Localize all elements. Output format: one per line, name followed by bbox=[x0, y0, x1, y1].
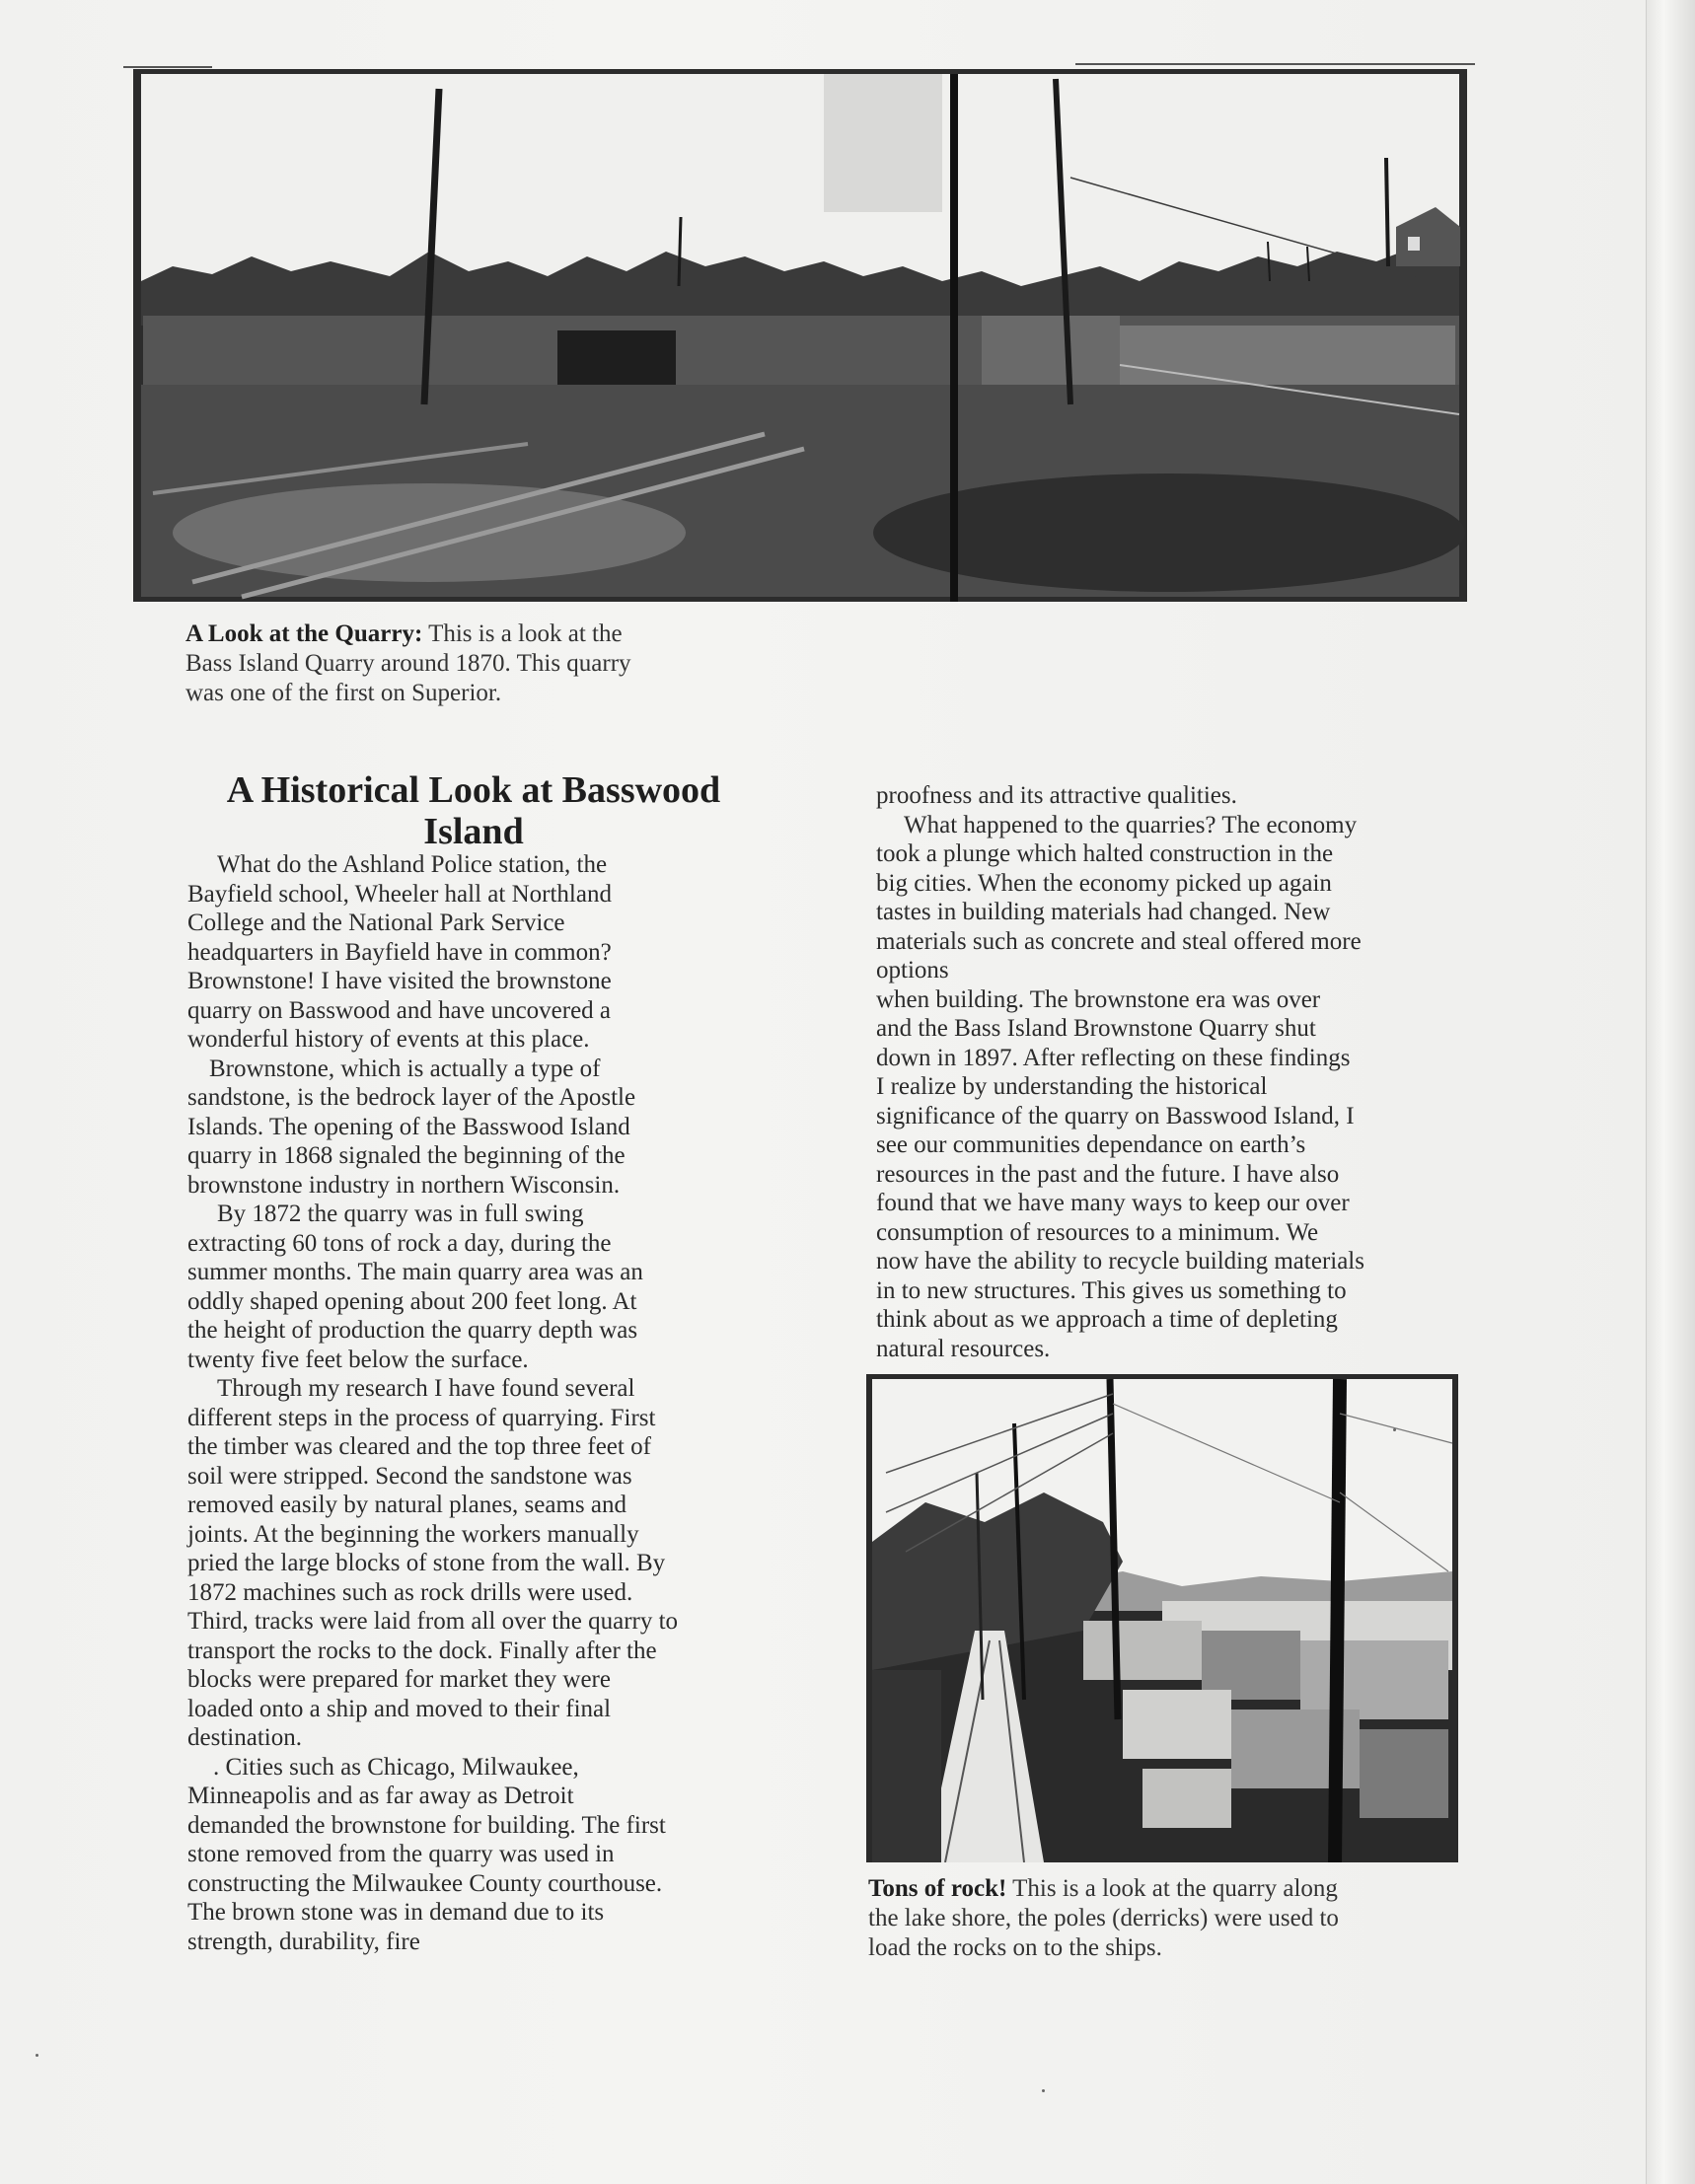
text-line: took a plunge which halted construction in the bbox=[876, 840, 1334, 867]
text-line: Minneapolis and as far away as Detroit bbox=[187, 1783, 574, 1809]
text-line: College and the National Park Service bbox=[187, 910, 565, 936]
text-line: By 1872 the quarry was in full swing bbox=[217, 1201, 584, 1227]
quarry-caption-line: This is a look at the bbox=[428, 620, 623, 647]
paper-speck bbox=[36, 2054, 38, 2057]
text-line: soil were stripped. Second the sandstone was bbox=[187, 1462, 632, 1490]
quarry-photo-caption bbox=[185, 619, 817, 708]
text-line: Brownstone, which is actually a type of bbox=[209, 1055, 601, 1082]
text-line: Bayfield school, Wheeler hall at Northland bbox=[187, 880, 612, 908]
page-edge bbox=[1646, 0, 1695, 2184]
article-headline bbox=[187, 769, 760, 852]
text-line: think about as we approach a time of depleting bbox=[876, 1306, 1338, 1333]
text-line: significance of the quarry on Basswood Island, I bbox=[876, 1102, 1355, 1129]
text-line: proofness and its attractive qualities. bbox=[876, 782, 1237, 809]
text-line: oddly shaped opening about 200 feet long. At bbox=[187, 1287, 637, 1315]
text-line: big cities. When the economy picked up again bbox=[876, 869, 1332, 897]
text-line: pried the large blocks of stone from the wall. By bbox=[187, 1550, 666, 1576]
text-line: consumption of resources to a minimum. We bbox=[876, 1218, 1319, 1246]
text-line: options bbox=[876, 957, 949, 983]
text-line: transport the rocks to the dock. Finally after the bbox=[187, 1637, 657, 1664]
text-line: down in 1897. After reflecting on these findings bbox=[876, 1044, 1351, 1071]
paper-speck bbox=[1393, 1428, 1396, 1431]
text-line: quarry in 1868 signaled the beginning of the bbox=[187, 1142, 626, 1169]
text-line: materials such as concrete and steal offered more bbox=[876, 927, 1362, 955]
article-right-column bbox=[876, 781, 1478, 1363]
lakeshore-photo-caption bbox=[868, 1874, 1480, 1963]
text-line: 1872 machines such as rock drills were used. bbox=[187, 1578, 633, 1606]
text-line: Third, tracks were laid from all over the quarry to bbox=[187, 1608, 679, 1635]
text-line: loaded onto a ship and moved to their final bbox=[187, 1695, 612, 1722]
text-line: stone removed from the quarry was used in bbox=[187, 1841, 615, 1867]
text-line: destination. bbox=[187, 1724, 302, 1751]
text-line: strength, durability, fire bbox=[187, 1928, 420, 1955]
text-line: resources in the past and the future. I have also bbox=[876, 1160, 1340, 1188]
text-line: now have the ability to recycle building materials bbox=[876, 1248, 1364, 1274]
text-line: blocks were prepared for market they were bbox=[187, 1666, 611, 1693]
text-line: I realize by understanding the historical bbox=[876, 1073, 1268, 1100]
lakeshore-quarry-photo bbox=[866, 1374, 1458, 1862]
quarry-photo bbox=[133, 69, 1467, 602]
text-line: Through my research I have found several bbox=[217, 1375, 635, 1402]
text-line: joints. At the beginning the workers manually bbox=[187, 1520, 639, 1548]
text-line: tastes in building materials had changed. New bbox=[876, 899, 1331, 925]
text-line: twenty five feet below the surface. bbox=[187, 1346, 529, 1373]
text-line: wonderful history of events at this place. bbox=[187, 1026, 590, 1053]
text-line: see our communities dependance on earth’s bbox=[876, 1131, 1306, 1158]
text-line: What do the Ashland Police station, the bbox=[217, 851, 608, 878]
text-line: found that we have many ways to keep our over bbox=[876, 1190, 1350, 1216]
quarry-caption-line: was one of the first on Superior. bbox=[185, 680, 502, 706]
text-line: quarry on Basswood and have uncovered a bbox=[187, 996, 612, 1024]
top-rule-right bbox=[1075, 63, 1475, 65]
headline-line: Island bbox=[423, 811, 524, 852]
text-line: The brown stone was in demand due to its bbox=[187, 1899, 605, 1926]
lakeshore-caption-line: This is a look at the quarry along bbox=[1012, 1875, 1338, 1902]
article-left-column bbox=[187, 850, 789, 1956]
headline-line: A Historical Look at Basswood bbox=[226, 769, 721, 811]
text-line: Brownstone! I have visited the brownstone bbox=[187, 968, 612, 994]
lakeshore-caption-title: Tons of rock! bbox=[868, 1875, 1007, 1902]
text-line: the height of production the quarry depth was bbox=[187, 1317, 638, 1344]
text-line: demanded the brownstone for building. The first bbox=[187, 1811, 666, 1839]
text-line: extracting 60 tons of rock a day, during the bbox=[187, 1229, 612, 1257]
text-line: headquarters in Bayfield have in common? bbox=[187, 938, 612, 966]
text-line: sandstone, is the bedrock layer of the Apostle bbox=[187, 1084, 636, 1111]
text-line: . Cities such as Chicago, Milwaukee, bbox=[213, 1753, 579, 1781]
quarry-caption-title: A Look at the Quarry: bbox=[185, 620, 423, 647]
lakeshore-caption-line: the lake shore, the poles (derricks) were used to bbox=[868, 1905, 1339, 1931]
text-line: when building. The brownstone era was over bbox=[876, 985, 1321, 1013]
text-line: Islands. The opening of the Basswood Island bbox=[187, 1113, 630, 1140]
lakeshore-caption-line: load the rocks on to the ships. bbox=[868, 1934, 1162, 1961]
text-line: summer months. The main quarry area was an bbox=[187, 1259, 643, 1285]
top-rule-left bbox=[123, 66, 212, 68]
text-line: constructing the Milwaukee County courthouse. bbox=[187, 1869, 663, 1897]
text-line: in to new structures. This gives us something to bbox=[876, 1276, 1347, 1304]
text-line: removed easily by natural planes, seams and bbox=[187, 1492, 626, 1518]
text-line: and the Bass Island Brownstone Quarry shut bbox=[876, 1015, 1316, 1042]
paper-speck bbox=[1042, 2089, 1045, 2092]
text-line: natural resources. bbox=[876, 1335, 1051, 1362]
text-line: the timber was cleared and the top three feet of bbox=[187, 1433, 651, 1460]
text-line: brownstone industry in northern Wisconsin. bbox=[187, 1171, 621, 1199]
quarry-caption-line: Bass Island Quarry around 1870. This quarry bbox=[185, 650, 631, 677]
text-line: What happened to the quarries? The economy bbox=[904, 811, 1358, 838]
text-line: different steps in the process of quarrying. First bbox=[187, 1404, 656, 1431]
